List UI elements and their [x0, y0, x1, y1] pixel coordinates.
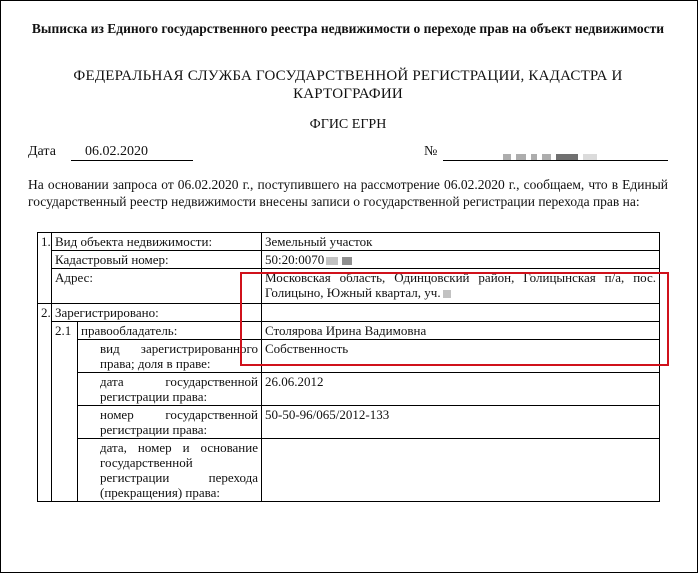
right-type-label: вид зарегистрированного права; доля в праве:	[78, 340, 262, 373]
redaction-mark	[342, 257, 352, 265]
row-number: 2.	[38, 304, 52, 502]
address-value: Московская область, Одинцовский район, Голицынская п/а, пос. Голицыно, Южный квартал, уч.	[265, 270, 656, 300]
date-number-row	[28, 144, 668, 162]
object-type-value: Земельный участок	[262, 233, 660, 251]
table-row	[38, 233, 660, 251]
agency-name: ФЕДЕРАЛЬНАЯ СЛУЖБА ГОСУДАРСТВЕННОЙ РЕГИСТРАЦИИ, КАДАСТРА И КАРТОГРАФИИ	[73, 68, 623, 102]
reg-number-value: 50-50-96/065/2012-133	[262, 406, 660, 439]
reg-date-value: 26.06.2012	[262, 373, 660, 406]
registered-label: Зарегистрировано:	[52, 304, 262, 322]
table-row	[38, 373, 660, 406]
cadastral-label: Кадастровый номер:	[52, 251, 262, 269]
reg-number-label: номер государственной регистрации права:	[78, 406, 262, 439]
holder-label: правообладатель:	[78, 322, 262, 340]
redacted-number	[503, 149, 613, 157]
table-row	[38, 251, 660, 269]
redaction-mark	[326, 257, 338, 265]
number-field	[443, 144, 668, 161]
holder-value: Столярова Ирина Вадимовна	[262, 322, 660, 340]
transfer-value	[262, 439, 660, 502]
row-number: 1.	[38, 233, 52, 304]
address-label: Адрес:	[52, 269, 262, 304]
sub-row-number: 2.1	[52, 322, 78, 502]
highlight-box	[240, 272, 669, 366]
intro-paragraph: На основании запроса от 06.02.2020 г., поступившего на рассмотрение 06.02.2020 г., сообщаем, что в Единый государственный реестр недвижимости внесены записи о государственной регистрации перехода прав на:	[28, 177, 668, 209]
date-value: 06.02.2020	[71, 144, 193, 161]
system-name: ФГИС ЕГРН	[309, 117, 387, 132]
table-row	[38, 439, 660, 502]
reg-date-label: дата государственной регистрации права:	[78, 373, 262, 406]
cadastral-cell	[262, 251, 660, 269]
document-title: Выписка из Единого государственного реестра недвижимости о переходе прав на объект недвижимости	[31, 21, 665, 36]
cadastral-value: 50:20:0070	[265, 252, 325, 267]
number-label: №	[424, 144, 438, 159]
date-label: Дата	[28, 144, 56, 159]
right-type-value: Собственность	[262, 340, 660, 373]
transfer-label: дата, номер и основание государственной регистрации перехода (прекращения) права:	[78, 439, 262, 502]
table-row	[38, 406, 660, 439]
object-type-label: Вид объекта недвижимости:	[52, 233, 262, 251]
